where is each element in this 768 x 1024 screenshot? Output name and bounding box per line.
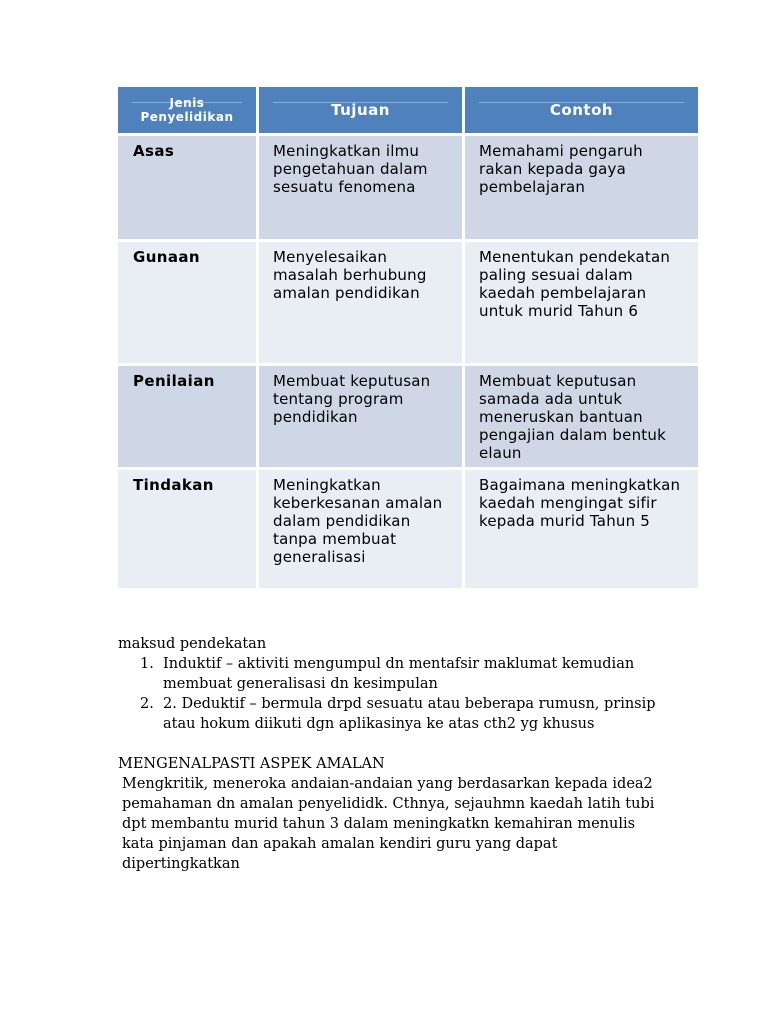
- table-row: [118, 470, 698, 588]
- header-contoh: [465, 87, 698, 133]
- header-contoh-text: Contoh: [549, 101, 614, 119]
- header-jenis-penyelidikan: [118, 87, 256, 133]
- table-row: [118, 366, 698, 467]
- header-rule: [132, 102, 242, 103]
- intro-text: maksud pendekatan: [118, 636, 267, 652]
- research-types-table: [115, 84, 701, 591]
- list-number: 2.: [140, 696, 154, 712]
- cell-jenis: Asas: [118, 136, 256, 239]
- cell-contoh: Memahami pengaruh rakan kepada gaya pembelajaran: [465, 136, 698, 239]
- list-text: 2. Deduktif – bermula drpd sesuatu atau beberapa rumusn, prinsip atau hokum diikuti dgn aplikasinya ke atas cth2 yg khusus: [163, 696, 656, 732]
- cell-tujuan: Membuat keputusan tentang program pendidikan: [259, 366, 462, 467]
- header-rule: [273, 102, 448, 103]
- list-item: [118, 694, 658, 734]
- section-paragraph: Mengkritik, meneroka andaian-andaian yang berdasarkan kepada idea2 pemahaman dn amalan penyelididk. Cthnya, sejauhmn kaedah latih tubi dpt membantu murid tahun 3 dalam meningkatkn kemahiran menulis kata pinjaman dan apakah amalan kendiri guru yang dapat dipertingkatkan: [122, 776, 655, 872]
- cell-tujuan: Menyelesaikan masalah berhubung amalan pendidikan: [259, 242, 462, 363]
- header-tujuan-text: Tujuan: [331, 101, 390, 119]
- list-text: Induktif – aktiviti mengumpul dn mentafsir maklumat kemudian membuat generalisasi dn kesimpulan: [163, 656, 635, 692]
- table-row: [118, 136, 698, 239]
- table-header-row: [118, 87, 698, 133]
- cell-contoh: Membuat keputusan samada ada untuk meneruskan bantuan pengajian dalam bentuk elaun: [465, 366, 698, 467]
- header-jenis-line1: Jenis: [169, 96, 205, 110]
- cell-tujuan: Meningkatkan ilmu pengetahuan dalam sesuatu fenomena: [259, 136, 462, 239]
- approach-list: [118, 654, 658, 734]
- header-tujuan: [259, 87, 462, 133]
- list-item: [118, 654, 658, 694]
- cell-jenis: Tindakan: [118, 470, 256, 588]
- cell-contoh: Bagaimana meningkatkan kaedah mengingat sifir kepada murid Tahun 5: [465, 470, 698, 588]
- list-number: 1.: [140, 656, 154, 672]
- body-text: [118, 634, 658, 874]
- cell-jenis: Gunaan: [118, 242, 256, 363]
- header-jenis-line2: Penyelidikan: [140, 110, 234, 124]
- spacer: [118, 734, 658, 754]
- cell-jenis: Penilaian: [118, 366, 256, 467]
- cell-contoh: Menentukan pendekatan paling sesuai dalam kaedah pembelajaran untuk murid Tahun 6: [465, 242, 698, 363]
- header-rule: [479, 102, 684, 103]
- section-heading: MENGENALPASTI ASPEK AMALAN: [118, 756, 385, 772]
- table-row: [118, 242, 698, 363]
- cell-tujuan: Meningkatkan keberkesanan amalan dalam pendidikan tanpa membuat generalisasi: [259, 470, 462, 588]
